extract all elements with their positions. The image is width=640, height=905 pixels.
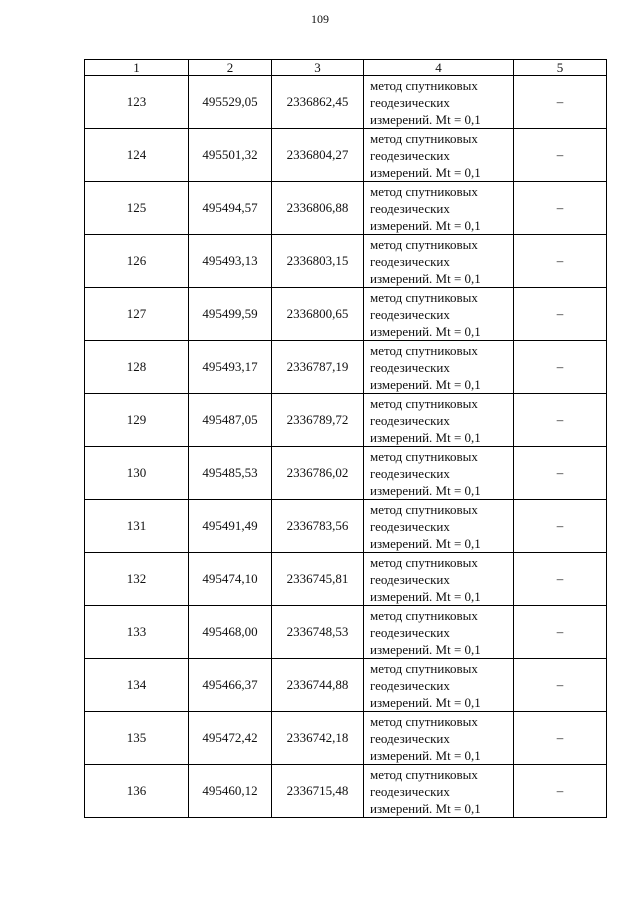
y-coordinate-cell: 2336744,88 (272, 659, 364, 712)
method-text-line: измерений. Mt = 0,1 (370, 747, 481, 763)
note-cell: – (514, 129, 607, 182)
header-col-3: 3 (272, 60, 364, 76)
y-coordinate-cell: 2336786,02 (272, 447, 364, 500)
y-coordinate-cell: 2336800,65 (272, 288, 364, 341)
header-col-4: 4 (364, 60, 514, 76)
table-row (85, 500, 607, 553)
method-text-line: метод спутниковых (370, 77, 478, 93)
method-text-line: метод спутниковых (370, 289, 478, 305)
method-text-line: геодезических (370, 306, 450, 322)
note-cell: – (514, 235, 607, 288)
x-coordinate-cell: 495472,42 (189, 712, 272, 765)
method-cell (364, 235, 514, 288)
note-cell: – (514, 341, 607, 394)
x-coordinate-cell: 495529,05 (189, 76, 272, 129)
note-cell: – (514, 288, 607, 341)
table-row (85, 341, 607, 394)
note-cell: – (514, 606, 607, 659)
point-id-cell: 125 (85, 182, 189, 235)
y-coordinate-cell: 2336789,72 (272, 394, 364, 447)
method-cell (364, 182, 514, 235)
method-text-line: измерений. Mt = 0,1 (370, 323, 481, 339)
point-id-cell: 124 (85, 129, 189, 182)
y-coordinate-cell: 2336803,15 (272, 235, 364, 288)
x-coordinate-cell: 495466,37 (189, 659, 272, 712)
table-row (85, 659, 607, 712)
header-col-2: 2 (189, 60, 272, 76)
method-text-line: геодезических (370, 147, 450, 163)
method-text-line: метод спутниковых (370, 342, 478, 358)
x-coordinate-cell: 495485,53 (189, 447, 272, 500)
header-col-5: 5 (514, 60, 607, 76)
method-text-line: геодезических (370, 253, 450, 269)
method-text-line: метод спутниковых (370, 660, 478, 676)
note-cell: – (514, 659, 607, 712)
point-id-cell: 128 (85, 341, 189, 394)
point-id-cell: 129 (85, 394, 189, 447)
point-id-cell: 123 (85, 76, 189, 129)
x-coordinate-cell: 495491,49 (189, 500, 272, 553)
table-row (85, 235, 607, 288)
note-cell: – (514, 500, 607, 553)
table-row (85, 129, 607, 182)
method-text-line: метод спутниковых (370, 501, 478, 517)
method-cell (364, 606, 514, 659)
method-cell (364, 659, 514, 712)
y-coordinate-cell: 2336787,19 (272, 341, 364, 394)
method-text-line: геодезических (370, 730, 450, 746)
y-coordinate-cell: 2336748,53 (272, 606, 364, 659)
method-cell (364, 712, 514, 765)
y-coordinate-cell: 2336745,81 (272, 553, 364, 606)
method-text-line: геодезических (370, 677, 450, 693)
method-text-line: геодезических (370, 571, 450, 587)
point-id-cell: 131 (85, 500, 189, 553)
method-text-line: геодезических (370, 359, 450, 375)
page-number: 109 (311, 12, 329, 26)
method-cell (364, 341, 514, 394)
table-row (85, 447, 607, 500)
method-text-line: измерений. Mt = 0,1 (370, 429, 481, 445)
method-text-line: измерений. Mt = 0,1 (370, 482, 481, 498)
method-text-line: метод спутниковых (370, 766, 478, 782)
note-cell: – (514, 712, 607, 765)
point-id-cell: 134 (85, 659, 189, 712)
method-text-line: геодезических (370, 94, 450, 110)
method-cell (364, 288, 514, 341)
note-cell: – (514, 394, 607, 447)
method-text-line: измерений. Mt = 0,1 (370, 376, 481, 392)
table-row (85, 606, 607, 659)
table-body (85, 76, 607, 818)
method-text-line: измерений. Mt = 0,1 (370, 270, 481, 286)
note-cell: – (514, 182, 607, 235)
header-col-1: 1 (85, 60, 189, 76)
header-row (85, 60, 607, 76)
method-cell (364, 447, 514, 500)
x-coordinate-cell: 495494,57 (189, 182, 272, 235)
method-text-line: измерений. Mt = 0,1 (370, 111, 481, 127)
x-coordinate-cell: 495501,32 (189, 129, 272, 182)
note-cell: – (514, 447, 607, 500)
note-cell: – (514, 553, 607, 606)
method-text-line: измерений. Mt = 0,1 (370, 535, 481, 551)
method-text-line: метод спутниковых (370, 130, 478, 146)
method-text-line: метод спутниковых (370, 183, 478, 199)
table-row (85, 76, 607, 129)
method-text-line: геодезических (370, 200, 450, 216)
point-id-cell: 126 (85, 235, 189, 288)
method-cell (364, 553, 514, 606)
x-coordinate-cell: 495468,00 (189, 606, 272, 659)
point-id-cell: 127 (85, 288, 189, 341)
table-row (85, 288, 607, 341)
x-coordinate-cell: 495493,17 (189, 341, 272, 394)
point-id-cell: 132 (85, 553, 189, 606)
y-coordinate-cell: 2336715,48 (272, 765, 364, 818)
method-cell (364, 76, 514, 129)
point-id-cell: 133 (85, 606, 189, 659)
y-coordinate-cell: 2336862,45 (272, 76, 364, 129)
method-text-line: метод спутниковых (370, 448, 478, 464)
x-coordinate-cell: 495499,59 (189, 288, 272, 341)
method-cell (364, 500, 514, 553)
table-row (85, 765, 607, 818)
table-row (85, 182, 607, 235)
y-coordinate-cell: 2336742,18 (272, 712, 364, 765)
x-coordinate-cell: 495493,13 (189, 235, 272, 288)
point-id-cell: 130 (85, 447, 189, 500)
method-text-line: метод спутниковых (370, 395, 478, 411)
method-text-line: измерений. Mt = 0,1 (370, 694, 481, 710)
y-coordinate-cell: 2336783,56 (272, 500, 364, 553)
method-text-line: измерений. Mt = 0,1 (370, 217, 481, 233)
method-text-line: геодезических (370, 518, 450, 534)
method-text-line: геодезических (370, 783, 450, 799)
note-cell: – (514, 76, 607, 129)
coordinates-table (84, 59, 607, 818)
method-cell (364, 129, 514, 182)
method-cell (364, 765, 514, 818)
y-coordinate-cell: 2336806,88 (272, 182, 364, 235)
method-text-line: измерений. Mt = 0,1 (370, 588, 481, 604)
method-text-line: геодезических (370, 465, 450, 481)
method-text-line: геодезических (370, 412, 450, 428)
x-coordinate-cell: 495460,12 (189, 765, 272, 818)
method-text-line: метод спутниковых (370, 607, 478, 623)
table-row (85, 712, 607, 765)
method-cell (364, 394, 514, 447)
method-text-line: измерений. Mt = 0,1 (370, 641, 481, 657)
table-row (85, 394, 607, 447)
method-text-line: метод спутниковых (370, 554, 478, 570)
x-coordinate-cell: 495487,05 (189, 394, 272, 447)
method-text-line: метод спутниковых (370, 713, 478, 729)
note-cell: – (514, 765, 607, 818)
method-text-line: измерений. Mt = 0,1 (370, 164, 481, 180)
method-text-line: геодезических (370, 624, 450, 640)
method-text-line: метод спутниковых (370, 236, 478, 252)
point-id-cell: 135 (85, 712, 189, 765)
table-row (85, 553, 607, 606)
y-coordinate-cell: 2336804,27 (272, 129, 364, 182)
method-text-line: измерений. Mt = 0,1 (370, 800, 481, 816)
point-id-cell: 136 (85, 765, 189, 818)
x-coordinate-cell: 495474,10 (189, 553, 272, 606)
